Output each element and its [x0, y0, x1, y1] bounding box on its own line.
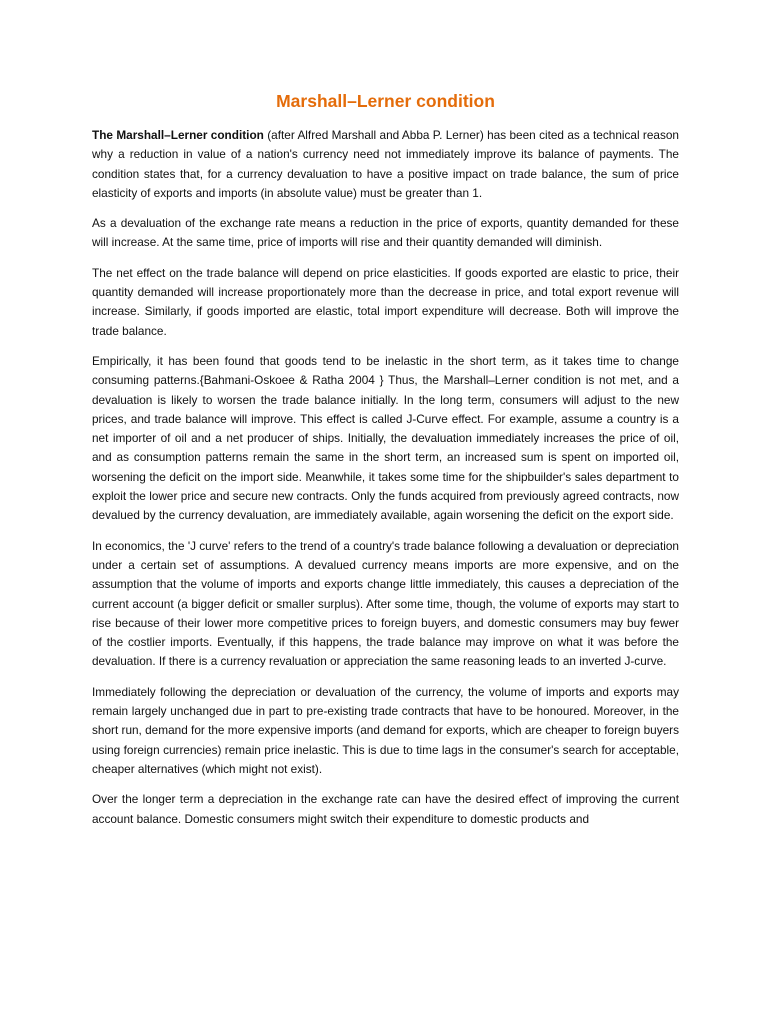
paragraph-6: Immediately following the depreciation or devaluation of the currency, the volume of imports and exports may remain largely unchanged due in part to pre-existing trade contracts that have to be honoured. Moreover, in the short run, demand for the more expensive imports (and demand for exports, which are cheaper to foreign buyers using foreign currencies) remain price inelastic. This is due to time lags in the consumer's search for acceptable, cheaper alternatives (which might not exist).: [92, 684, 679, 776]
document-page: [92, 90, 679, 840]
paragraph-4: Empirically, it has been found that goods tend to be inelastic in the short term, as it takes time to change consuming patterns.{Bahmani-Oskoee & Ratha 2004 } Thus, the Marshall–Lerner condition is not met, and a devaluation is likely to worsen the trade balance initially. In the long term, consumers will adjust to the new prices, and trade balance will improve. This effect is called J-Curve effect. For example, assume a country is a net importer of oil and a net producer of ships. Initially, the devaluation immediately increases the price of oil, and as consumption patterns remain the same in the short term, an increased sum is spent on imported oil, worsening the deficit on the import side. Meanwhile, it takes some time for the shipbuilder's sales department to exploit the lower price and secure new contracts. Only the funds acquired from previously agreed contracts, now devalued by the currency devaluation, are immediately available, again worsening the deficit on the export side.: [92, 353, 679, 523]
paragraph-7: Over the longer term a depreciation in the exchange rate can have the desired effect of improving the current account balance. Domestic consumers might switch their expenditure to domestic products and: [92, 792, 679, 826]
document-title: Marshall–Lerner condition: [276, 91, 495, 111]
paragraph-1-text: (after Alfred Marshall and Abba P. Lerner) has been cited as a technical reason why a reduction in value of a nation's currency need not immediately improve its balance of payments. The condition states that, for a currency devaluation to have a positive impact on trade balance, the sum of price elasticity of exports and imports (in absolute value) must be greater than 1.: [92, 128, 679, 200]
paragraph-2: As a devaluation of the exchange rate means a reduction in the price of exports, quantity demanded for these will increase. At the same time, price of imports will rise and their quantity demanded will diminish.: [92, 216, 679, 250]
paragraph-1-bold-lead: The Marshall–Lerner condition: [92, 128, 264, 142]
paragraph-5: In economics, the 'J curve' refers to the trend of a country's trade balance following a devaluation or depreciation under a certain set of assumptions. A devalued currency means imports are more expensive, and on the assumption that the volume of imports and exports change little immediately, this causes a depreciation of the current account (a bigger deficit or smaller surplus). After some time, though, the volume of exports may start to rise because of their lower more competitive prices to foreign buyers, and domestic consumers may buy fewer of the costlier imports. Eventually, if this happens, the trade balance may improve on what it was before the devaluation. If there is a currency revaluation or appreciation the same reasoning leads to an inverted J-curve.: [92, 538, 679, 669]
paragraph-3: The net effect on the trade balance will depend on price elasticities. If goods exported are elastic to price, their quantity demanded will increase proportionately more than the decrease in price, and total export revenue will increase. Similarly, if goods imported are elastic, total import expenditure will decrease. Both will improve the trade balance.: [92, 265, 679, 338]
paragraph-1: [92, 126, 679, 203]
